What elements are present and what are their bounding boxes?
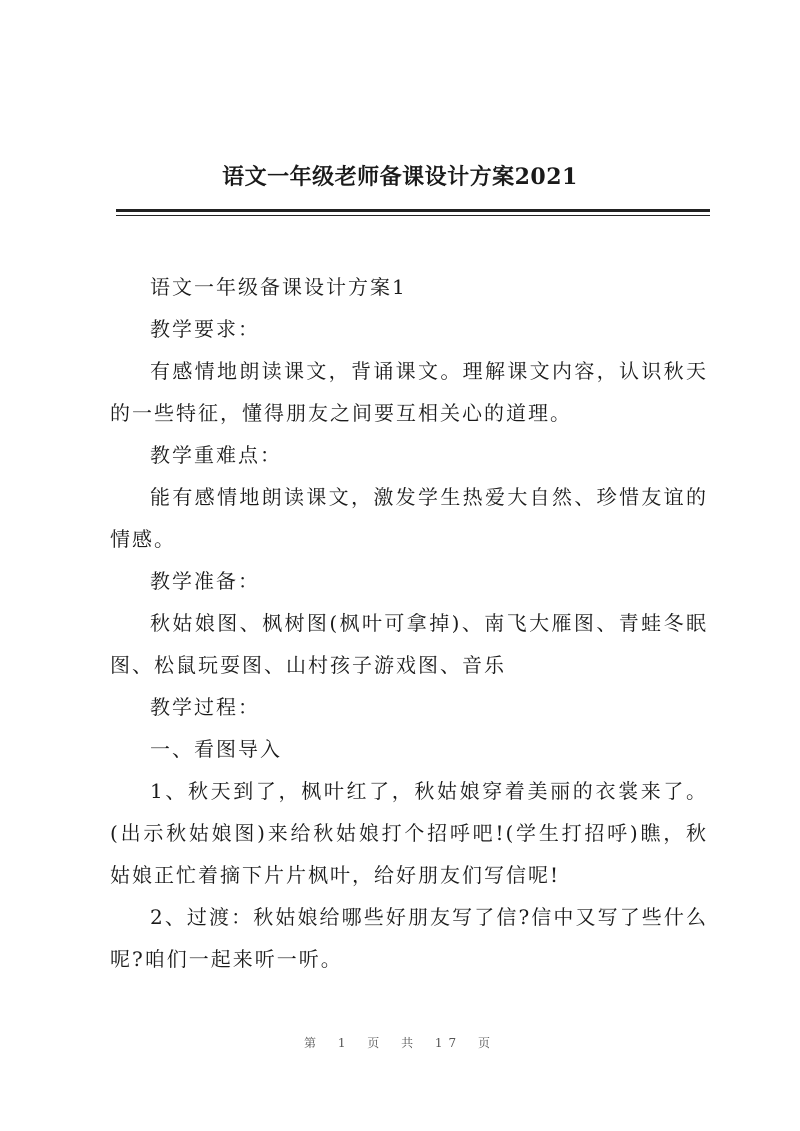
step-heading: 一、看图导入 bbox=[150, 737, 282, 761]
paragraph-step-1: 1、秋天到了，枫叶红了，秋姑娘穿着美丽的衣裳来了。(出示秋姑娘图)来给秋姑娘打个招呼吧!(学生打招呼)瞧，秋姑娘正忙着摘下片片枫叶，给好朋友们写信呢! bbox=[110, 779, 708, 887]
document-body bbox=[110, 266, 708, 980]
label-teaching-requirements: 教学要求： bbox=[150, 317, 260, 341]
section-heading: 语文一年级备课设计方案1 bbox=[150, 275, 407, 299]
label-process: 教学过程： bbox=[150, 695, 260, 719]
paragraph-preparation: 秋姑娘图、枫树图(枫叶可拿掉)、南飞大雁图、青蛙冬眠图、松鼠玩耍图、山村孩子游戏图、音乐 bbox=[110, 611, 708, 677]
label-preparation: 教学准备： bbox=[150, 569, 260, 593]
title-divider-thin bbox=[116, 215, 710, 216]
paragraph-step-2: 2、过渡：秋姑娘给哪些好朋友写了信?信中又写了些什么呢?咱们一起来听一听。 bbox=[110, 905, 708, 971]
paragraph-difficulties: 能有感情地朗读课文，激发学生热爱大自然、珍惜友谊的情感。 bbox=[110, 485, 708, 551]
document-title: 语文一年级老师备课设计方案2021 bbox=[222, 164, 578, 190]
label-key-difficulties: 教学重难点： bbox=[150, 443, 282, 467]
page-footer: 第 1 页 共 17 页 bbox=[304, 1036, 496, 1050]
title-divider bbox=[116, 209, 710, 212]
paragraph-requirements: 有感情地朗读课文，背诵课文。理解课文内容，认识秋天的一些特征，懂得朋友之间要互相关心的道理。 bbox=[110, 359, 708, 425]
